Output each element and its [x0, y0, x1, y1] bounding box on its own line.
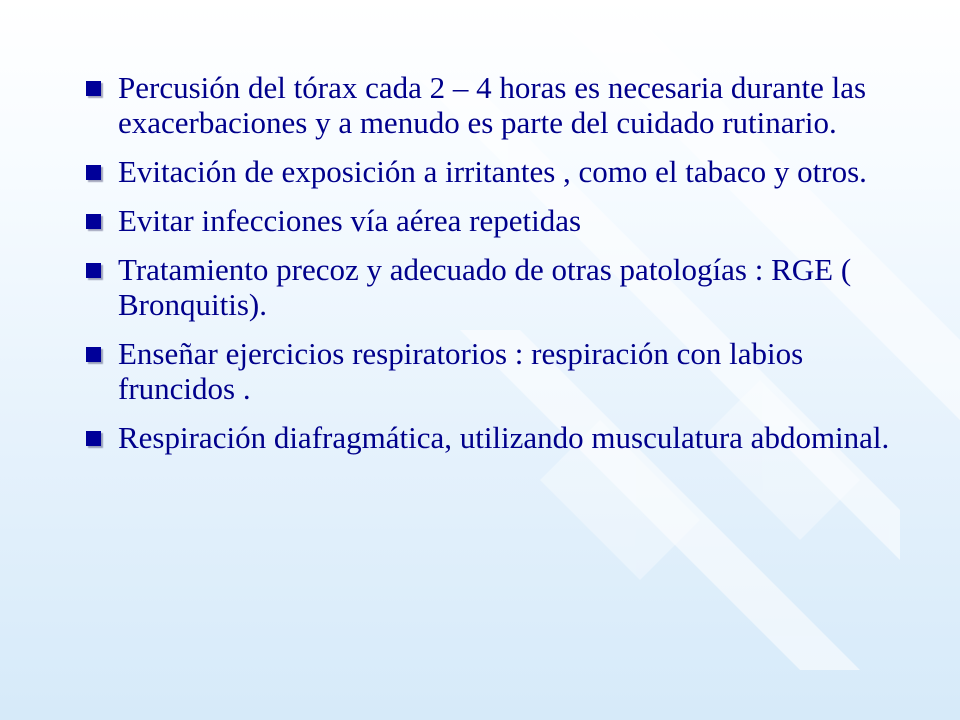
square-bullet-icon [86, 431, 101, 446]
bullet-item-avoid-infections [82, 203, 912, 238]
bullet-text: Respiración diafragmática, utilizando musculatura abdominal. [118, 420, 890, 455]
square-bullet-icon [86, 347, 101, 362]
bullet-item-early-treatment [82, 252, 912, 322]
square-bullet-icon [86, 263, 101, 278]
square-bullet-icon [86, 165, 101, 180]
bullet-list [82, 70, 912, 469]
bullet-text: Evitación de exposición a irritantes , como el tabaco y otros. [118, 154, 867, 189]
square-bullet-icon [86, 81, 101, 96]
square-bullet-icon [86, 214, 101, 229]
bullet-item-breathing-exercises [82, 336, 912, 406]
bullet-text: Percusión del tórax cada 2 – 4 horas es necesaria durante las exacerbaciones y a menudo es parte del cuidado rutinario. [118, 70, 867, 140]
bullet-text: Tratamiento precoz y adecuado de otras patologías : RGE ( Bronquitis). [118, 252, 852, 322]
bullet-item-chest-percussion [82, 70, 912, 140]
bullet-item-diaphragmatic-breathing [82, 420, 912, 455]
bullet-text: Enseñar ejercicios respiratorios : respiración con labios fruncidos . [118, 336, 804, 406]
bullet-text: Evitar infecciones vía aérea repetidas [118, 203, 582, 238]
bullet-item-avoid-irritants [82, 154, 912, 189]
